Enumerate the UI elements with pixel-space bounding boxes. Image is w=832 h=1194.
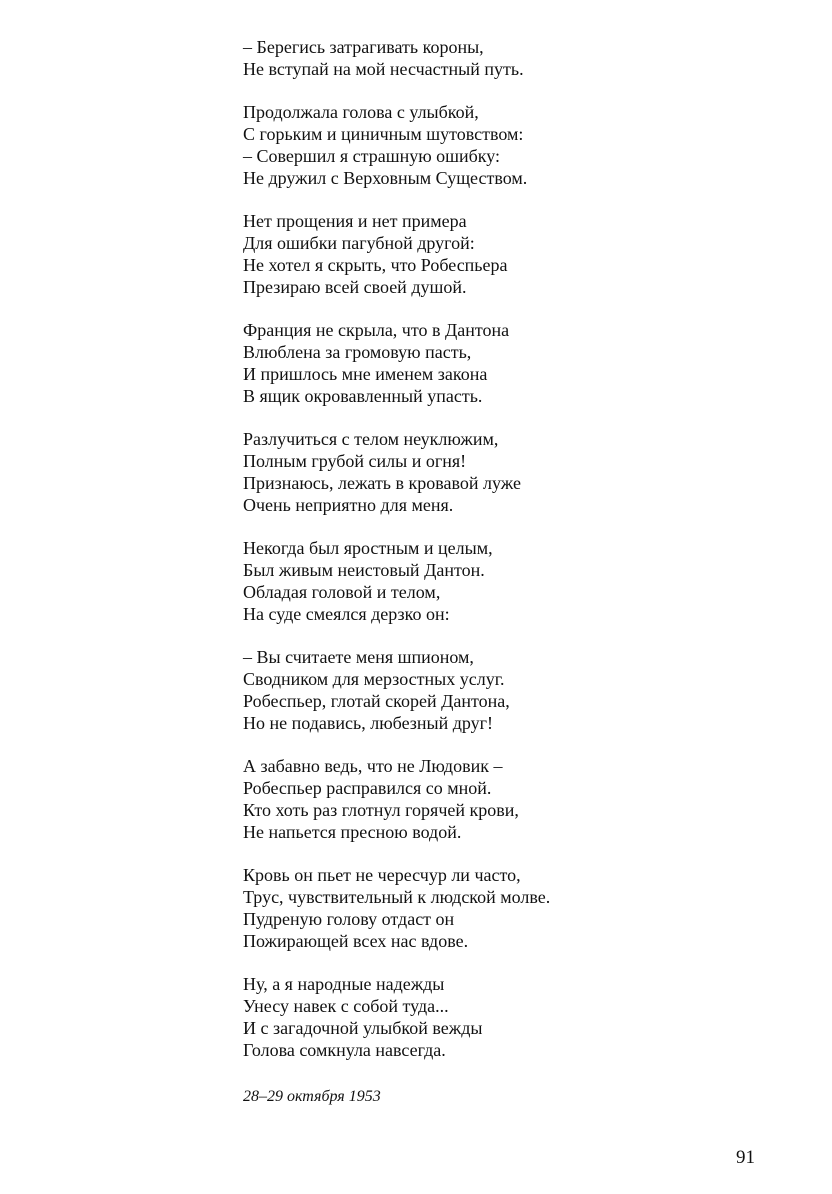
poem-line: Влюблена за громовую пасть, [243, 342, 472, 362]
poem-line: Полным грубой силы и огня! [243, 451, 467, 471]
poem-line: Не дружил с Верховным Существом. [243, 168, 528, 188]
poem-line: Для ошибки пагубной другой: [243, 233, 475, 253]
stanza [243, 755, 803, 843]
stanza [243, 864, 803, 952]
poem-line: Пудреную голову отдаст он [243, 909, 455, 929]
stanza [243, 210, 803, 298]
poem-line: Не хотел я скрыть, что Робеспьера [243, 255, 508, 275]
stanza [243, 101, 803, 189]
poem-line: С горьким и циничным шутовством: [243, 124, 524, 144]
poem-line: Робеспьер, глотай скорей Дантона, [243, 691, 510, 711]
poem-line: Пожирающей всех нас вдове. [243, 931, 469, 951]
stanza [243, 973, 803, 1061]
poem-line: Робеспьер расправился со мной. [243, 778, 492, 798]
page-number: 91 [736, 1147, 755, 1168]
poem-line: Продолжала голова с улыбкой, [243, 102, 479, 122]
poem-line: Признаюсь, лежать в кровавой луже [243, 473, 521, 493]
stanza [243, 319, 803, 407]
poem-line: Был живым неистовый Дантон. [243, 560, 485, 580]
poem-line: В ящик окровавленный упасть. [243, 386, 483, 406]
poem-line: Кто хоть раз глотнул горячей крови, [243, 800, 519, 820]
poem-line: Очень неприятно для меня. [243, 495, 454, 515]
poem-line: И пришлось мне именем закона [243, 364, 488, 384]
poem-line: На суде смеялся дерзко он: [243, 604, 450, 624]
stanza [243, 428, 803, 516]
poem-line: Нет прощения и нет примера [243, 211, 467, 231]
poem-date: 28–29 октября 1953 [243, 1088, 381, 1105]
poem-line: Некогда был яростным и целым, [243, 538, 493, 558]
poem-line: – Вы считаете меня шпионом, [243, 647, 474, 667]
poem-body [243, 36, 803, 1082]
poem-line: Франция не скрыла, что в Дантона [243, 320, 510, 340]
poem-line: Кровь он пьет не чересчур ли часто, [243, 865, 521, 885]
poem-line: Не вступай на мой несчастный путь. [243, 59, 524, 79]
poem-line: Презираю всей своей душой. [243, 277, 467, 297]
poem-line: Унесу навек с собой туда... [243, 996, 449, 1016]
poem-line: И с загадочной улыбкой вежды [243, 1018, 483, 1038]
poem-line: А забавно ведь, что не Людовик – [243, 756, 503, 776]
poem-line: – Совершил я страшную ошибку: [243, 146, 501, 166]
poem-line: Голова сомкнула навсегда. [243, 1040, 446, 1060]
poem-line: – Берегись затрагивать короны, [243, 37, 484, 57]
poem-line: Трус, чувствительный к людской молве. [243, 887, 551, 907]
stanza [243, 537, 803, 625]
poem-line: Сводником для мерзостных услуг. [243, 669, 505, 689]
poem-line: Разлучиться с телом неуклюжим, [243, 429, 499, 449]
poem-line: Ну, а я народные надежды [243, 974, 445, 994]
poem-line: Обладая головой и телом, [243, 582, 441, 602]
stanza [243, 36, 803, 80]
poem-line: Но не подавись, любезный друг! [243, 713, 494, 733]
poem-line: Не напьется пресною водой. [243, 822, 462, 842]
stanza [243, 646, 803, 734]
